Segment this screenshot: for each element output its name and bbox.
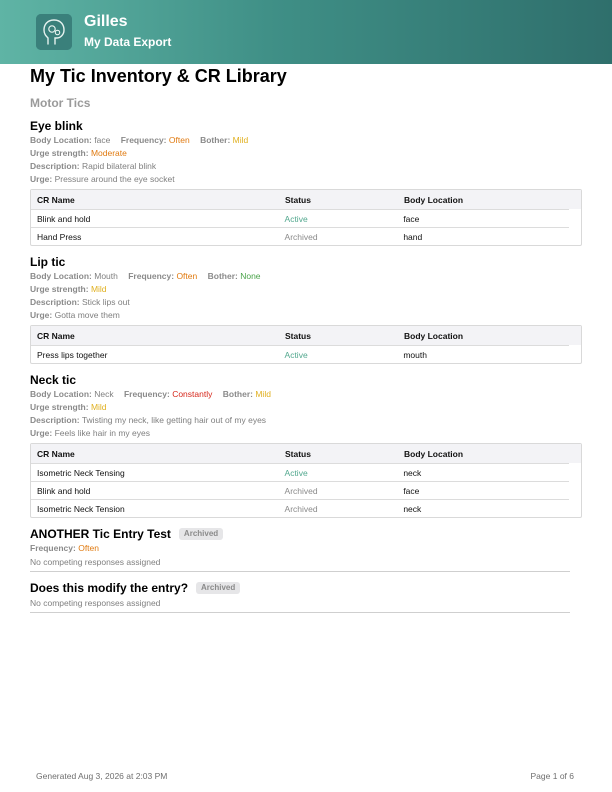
table-row: Hand Press Archived hand <box>31 227 569 245</box>
tic-name: Does this modify the entry? Archived <box>30 580 582 596</box>
col-body-location: Body Location <box>404 330 464 341</box>
document-body <box>30 66 582 613</box>
tic-description: Description: Twisting my neck, like getting hair out of my eyes <box>30 415 267 425</box>
col-body-location: Body Location <box>404 194 464 205</box>
body-location-value: Neck <box>94 389 114 399</box>
tic-meta-line: Frequency: Often <box>30 543 99 553</box>
tic-name: Neck tic <box>30 373 77 387</box>
body-location-value: face <box>94 135 111 145</box>
col-cr-name: CR Name <box>37 448 75 459</box>
urge-value: Feels like hair in my eyes <box>54 428 150 438</box>
head-with-gears-icon <box>36 14 72 50</box>
divider <box>30 571 570 572</box>
cr-table <box>30 189 582 246</box>
frequency-value: Often <box>168 135 190 145</box>
status-value: Active <box>284 467 308 478</box>
bother-value: Mild <box>232 135 249 145</box>
tic-urge: Urge: Pressure around the eye socket <box>30 174 175 184</box>
status-badge: Archived <box>196 582 240 594</box>
tic-entry <box>30 372 582 518</box>
tic-urge-strength: Urge strength: Mild <box>30 402 107 412</box>
generated-timestamp: Generated Aug 3, 2026 at 2:03 PM <box>36 771 168 781</box>
tic-urge: Urge: Feels like hair in my eyes <box>30 428 150 438</box>
urge-value: Pressure around the eye socket <box>54 174 175 184</box>
tic-entry <box>30 526 582 572</box>
tic-name: Eye blink <box>30 119 83 133</box>
table-row: Isometric Neck Tension Archived neck <box>31 499 569 517</box>
cr-table-header <box>31 326 581 345</box>
table-row: Press lips together Active mouth <box>31 345 569 363</box>
frequency-value: Constantly <box>172 389 213 399</box>
tic-meta-line: Body Location: face Frequency: Often Bother: Mild <box>30 135 249 145</box>
tic-entry <box>30 254 582 364</box>
user-name: Gilles <box>84 13 128 30</box>
no-cr-message: No competing responses assigned <box>30 557 161 567</box>
tic-urge-strength: Urge strength: Mild <box>30 284 107 294</box>
tic-entry <box>30 580 582 613</box>
export-header <box>0 0 612 64</box>
status-value: Archived <box>284 485 318 496</box>
tic-description: Description: Stick lips out <box>30 297 130 307</box>
description-value: Rapid bilateral blink <box>81 161 157 171</box>
status-value: Archived <box>284 503 318 514</box>
urge-strength-value: Mild <box>90 284 107 294</box>
page-title: My Tic Inventory & CR Library <box>30 66 287 86</box>
status-value: Active <box>284 213 308 224</box>
table-row: Blink and hold Active face <box>31 209 569 227</box>
section-title: Motor Tics <box>30 96 91 110</box>
tic-description: Description: Rapid bilateral blink <box>30 161 157 171</box>
description-value: Stick lips out <box>81 297 130 307</box>
page-number: Page 1 of 6 <box>530 771 574 781</box>
tic-meta-line: Body Location: Neck Frequency: Constantly Bother: Mild <box>30 389 271 399</box>
no-cr-message: No competing responses assigned <box>30 598 161 608</box>
status-badge: Archived <box>179 528 223 540</box>
tic-urge-strength: Urge strength: Moderate <box>30 148 127 158</box>
cr-table-header <box>31 190 581 209</box>
col-body-location: Body Location <box>404 448 464 459</box>
col-cr-name: CR Name <box>37 194 75 205</box>
table-row: Isometric Neck Tensing Active neck <box>31 463 569 481</box>
cr-table <box>30 325 582 364</box>
description-value: Twisting my neck, like getting hair out of my eyes <box>81 415 267 425</box>
frequency-value: Often <box>176 271 198 281</box>
body-location-value: Mouth <box>94 271 118 281</box>
cr-table-header <box>31 444 581 463</box>
status-value: Archived <box>284 231 318 242</box>
cr-table <box>30 443 582 518</box>
table-row: Blink and hold Archived face <box>31 481 569 499</box>
col-status: Status <box>285 194 311 205</box>
urge-strength-value: Moderate <box>90 148 127 158</box>
tic-name: Lip tic <box>30 255 66 269</box>
urge-strength-value: Mild <box>90 402 107 412</box>
col-status: Status <box>285 448 311 459</box>
frequency-value: Often <box>78 543 99 553</box>
urge-value: Gotta move them <box>54 310 120 320</box>
bother-value: None <box>240 271 261 281</box>
divider <box>30 612 570 613</box>
tic-entry <box>30 118 582 246</box>
status-value: Active <box>284 349 308 360</box>
col-cr-name: CR Name <box>37 330 75 341</box>
export-subtitle: My Data Export <box>84 35 172 49</box>
tic-meta-line: Body Location: Mouth Frequency: Often Bother: None <box>30 271 261 281</box>
tic-urge: Urge: Gotta move them <box>30 310 120 320</box>
col-status: Status <box>285 330 311 341</box>
tic-name: ANOTHER Tic Entry Test Archived <box>30 526 582 542</box>
bother-value: Mild <box>255 389 271 399</box>
